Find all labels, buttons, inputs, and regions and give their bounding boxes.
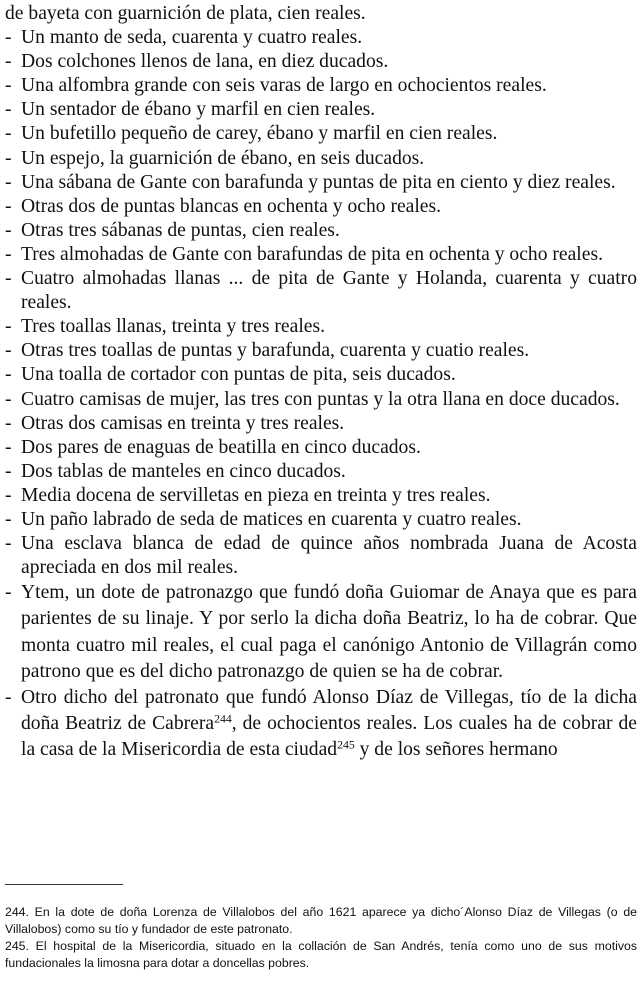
inventory-list [5,26,637,764]
list-item: - Una esclava blanca de edad de quince años nombrada Juana de Acosta apreciada en dos mil reales. [5,533,637,579]
list-item: - Tres almohadas de Gante con barafundas de pita en ochenta y ocho reales. [5,243,603,265]
list-item: - Una alfombra grande con seis varas de largo en ochocientos reales. [5,75,547,97]
list-item: - Cuatro almohadas llanas ... de pita de Gante y Holanda, cuarenta y cuatro reales. [5,268,637,314]
item-text-part2: , de ochocientos reales. Los cuales ha de cobrar de la casa de la Misericordia de esta ciudad [21,713,637,761]
list-item: - Dos colchones llenos de lana, en diez ducados. [5,51,389,73]
list-item: - Tres toallas llanas, treinta y tres reales. [5,316,325,338]
list-item: - Un sentador de ébano y marfil en cien reales. [5,99,376,121]
list-item: - Una toalla de cortador con puntas de pita, seis ducados. [5,364,456,386]
footnote: 244. En la dote de doña Lorenza de Villalobos del año 1621 aparece ya dicho´Alonso Díaz de Villegas (o de Villalobos) como su tío y fundador de este patronato. [5,905,637,936]
list-item: - Media docena de servilletas en pieza en treinta y tres reales. [5,484,491,506]
list-item: - Un bufetillo pequeño de carey, ébano y marfil en cien reales. [5,123,498,145]
list-item: - Otras tres toallas de puntas y barafunda, cuarenta y cuatio reales. [5,340,530,362]
list-item: - Una sábana de Gante con barafunda y puntas de pita en ciento y diez reales. [5,171,616,193]
item-text-part3: y de los señores hermano [354,739,558,761]
list-item: - Otras tres sábanas de puntas, cien reales. [5,219,340,241]
continuation-line: de bayeta con guarnición de plata, cien reales. [5,3,366,24]
list-item: - Otras dos camisas en treinta y tres reales. [5,412,345,434]
list-item: - Un paño labrado de seda de matices en cuarenta y cuatro reales. [5,508,522,530]
list-item: - Un espejo, la guarnición de ébano, en seis ducados. [5,147,425,169]
list-item: - Dos pares de enaguas de beatilla en cinco ducados. [5,436,421,458]
list-item: - Dos tablas de manteles en cinco ducados. [5,460,346,482]
footnote-divider [5,884,123,885]
list-item: - Ytem, un dote de patronazgo que fundó doña Guiomar de Anaya que es para parientes de su linaje. Y por serlo la dicha doña Beatriz, lo ha de cobrar. Que monta cuatro mil reales, el cual paga el canónigo Antonio de Villagrán como patrono que es del dicho patronazgo de quien se ha de cobrar. [5,582,637,682]
footnote-ref: 244 [214,712,232,726]
list-item: - Un manto de seda, cuarenta y cuatro reales. [5,27,363,49]
footnote-ref: 245 [337,739,355,753]
footnote: 245. El hospital de la Misericordia, situado en la collación de San Andrés, tenía como uno de sus motivos fundacionales la limosna para dotar a doncellas pobres. [5,939,637,970]
list-item: - Cuatro camisas de mujer, las tres con puntas y la otra llana en doce ducados. [5,388,620,410]
main-text [5,2,637,764]
item-text-part1: Otro dicho del patronato que fundó Alonso Díaz de Villegas, tío de la dicha doña Beatriz de Cabrera [21,687,637,735]
list-item: - Otras dos de puntas blancas en ochenta y ocho reales. [5,195,442,217]
footnotes [5,904,637,972]
list-item: - Otro dicho del patronato que fundó Alonso Díaz de Villegas, tío de la dicha doña Beatriz de Cabrera$^{244}$, de ochocientos reales. Los cuales ha de cobrar de la casa de la Misericordia de esta ciudad$^{245}$ y de los señores hermano [5,687,637,761]
